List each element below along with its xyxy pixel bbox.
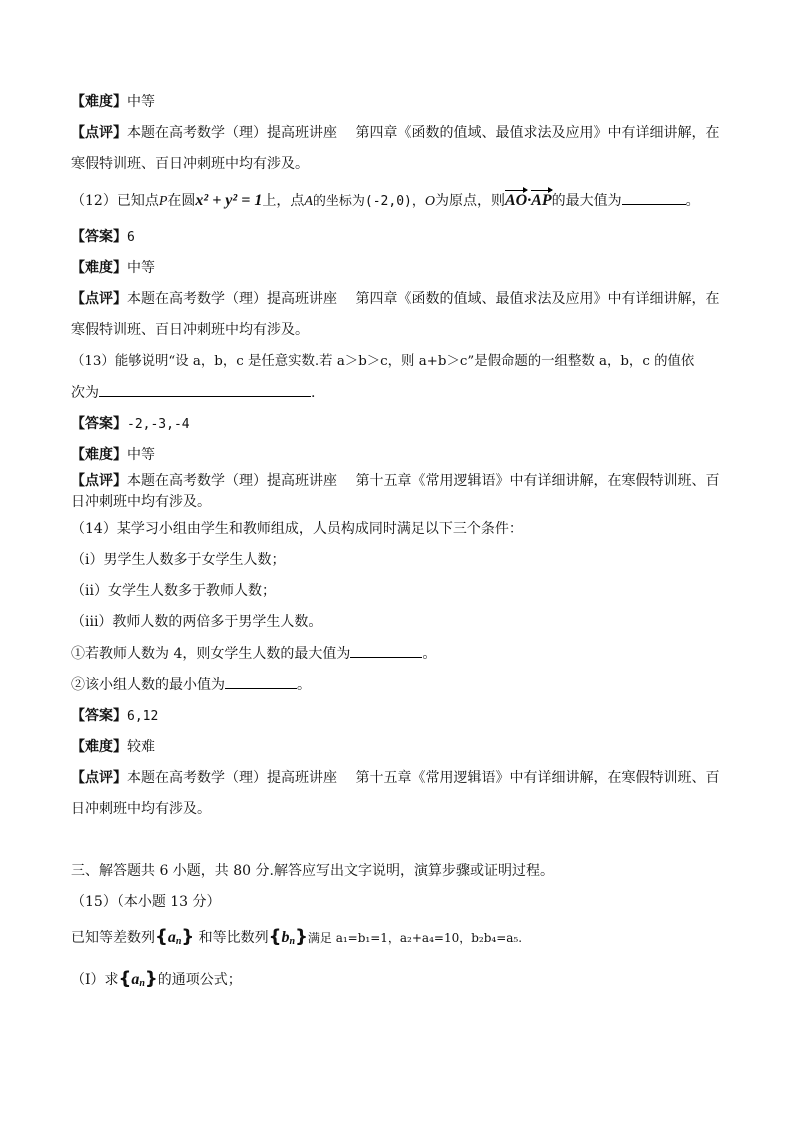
q15-number: （15）（本小题 13 分） [71,894,221,910]
q11-comment-line1: 【点评】本题在高考数学（理）提高班讲座 第四章《函数的值域、最值求法及应用》中有详细讲解，在 [71,125,720,141]
vector-ap: AP [531,192,552,209]
answer-blank [622,192,686,205]
answer-blank [99,384,311,397]
q14-condition-2: （ii）女学生人数多于教师人数； [71,583,276,599]
q15-part-1: （Ⅰ）求$\{a_n\}$的通项公式； [71,968,242,989]
q12-difficulty: 【难度】中等 [71,260,155,276]
q13-difficulty: 【难度】中等 [71,447,155,463]
q14-condition-3: （iii）教师人数的两倍多于男学生人数。 [71,614,323,630]
q14-subquestion-1: ①若教师人数为 4，则女学生人数的最大值为 。 [71,646,437,662]
q13-comment-line2: 日冲刺班中均有涉及。 [71,494,211,510]
q11-comment-line2: 寒假特训班、百日冲刺班中均有涉及。 [71,156,309,172]
q15-question: 已知等差数列$\{a_n\}$ 和等比数列$\{b_n\}$满足 a₁=b₁=1，a₂+a₄=10，b₂b₄=a₅. [71,926,523,947]
q14-comment-line1: 【点评】本题在高考数学（理）提高班讲座 第十五章《常用逻辑语》中有详细讲解，在寒假特训班、百 [71,770,720,786]
q12-question: （12）已知点P在圆x² + y² = 1上，点A的坐标为(-2,0)，O为原点，则AO·AP的最大值为 。 [71,192,700,209]
q12-comment-line1: 【点评】本题在高考数学（理）提高班讲座 第四章《函数的值域、最值求法及应用》中有详细讲解，在 [71,291,720,307]
q13-comment-line1: 【点评】本题在高考数学（理）提高班讲座 第十五章《常用逻辑语》中有详细讲解，在寒假特训班、百 [71,473,720,489]
q14-answer: 【答案】6,12 [71,708,159,724]
answer-blank [225,676,297,689]
q13-question-line2: 次为 . [71,385,316,401]
q12-answer: 【答案】6 [71,229,135,245]
q14-difficulty: 【难度】较难 [71,739,155,755]
q11-difficulty: 【难度】中等 [71,94,155,110]
section-heading: 三、解答题共 6 小题，共 80 分.解答应写出文字说明，演算步骤或证明过程。 [71,863,554,879]
q12-comment-line2: 寒假特训班、百日冲刺班中均有涉及。 [71,322,309,338]
q13-answer: 【答案】-2,-3,-4 [71,416,190,432]
q14-condition-1: （i）男学生人数多于女学生人数； [71,552,286,568]
vector-ao: AO [504,192,528,209]
q13-question-line1: （13）能够说明“设 a，b，c 是任意实数.若 a＞b＞c，则 a+b＞c”是假命题的一组整数 a，b，c 的值依 [71,354,695,369]
answer-blank [350,645,422,658]
q14-question: （14）某学习小组由学生和教师组成，人员构成同时满足以下三个条件： [71,521,523,537]
q14-subquestion-2: ②该小组人数的最小值为 。 [71,677,311,693]
q14-comment-line2: 日冲刺班中均有涉及。 [71,801,211,817]
circle-equation: x² + y² = 1 [195,192,263,209]
